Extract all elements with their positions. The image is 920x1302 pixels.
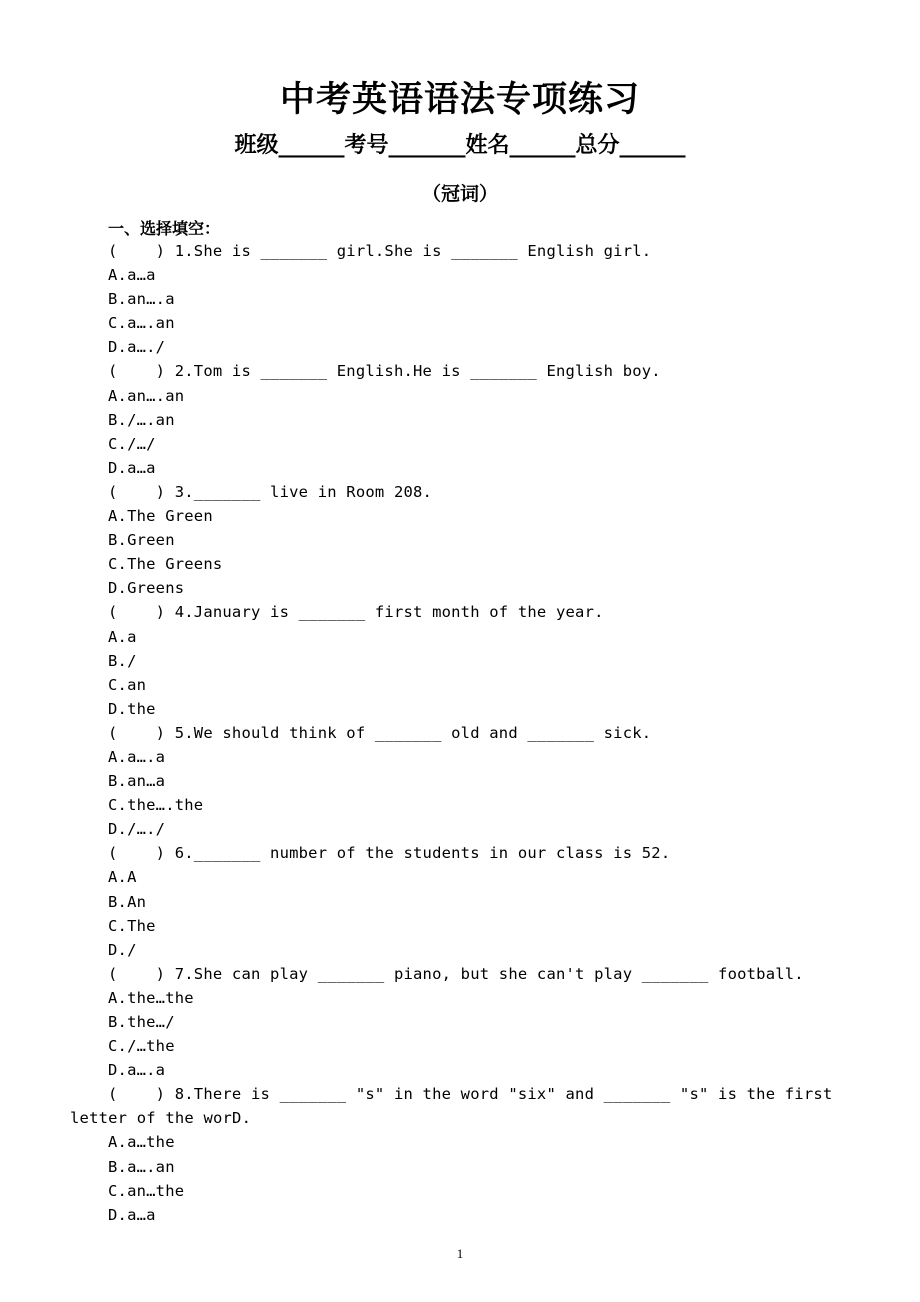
answer-option: A.a….a bbox=[108, 747, 166, 766]
answer-option: D.a…./ bbox=[108, 338, 166, 357]
answer-option: A.a bbox=[108, 627, 137, 646]
question-list bbox=[70, 239, 860, 1227]
section-heading: 一、选择填空： bbox=[108, 219, 221, 238]
answer-option: A.A bbox=[108, 868, 137, 887]
answer-option: C.The bbox=[108, 916, 156, 935]
answer-option: C./…the bbox=[108, 1037, 175, 1056]
answer-option: C.the….the bbox=[108, 796, 204, 815]
question-stem: ( ) 8.There is _______ "s" in the word "six" and _______ "s" is the first letter of the worD. bbox=[70, 1085, 842, 1128]
answer-option: C.an…the bbox=[108, 1181, 185, 1200]
answer-option: D.a…a bbox=[108, 458, 156, 477]
answer-option: A.an….an bbox=[108, 386, 185, 405]
answer-option: B./….an bbox=[108, 410, 175, 429]
answer-option: D.the bbox=[108, 699, 156, 718]
question-stem: ( ) 4.January is _______ first month of the year. bbox=[108, 603, 604, 622]
answer-option: B.the…/ bbox=[108, 1013, 175, 1031]
topic-subtitle: （冠词） bbox=[421, 183, 498, 205]
answer-option: B./ bbox=[108, 651, 137, 670]
question-stem: ( ) 6._______ number of the students in our class is 52. bbox=[108, 844, 671, 863]
answer-option: B.an….a bbox=[108, 290, 175, 309]
answer-option: C.The Greens bbox=[108, 555, 223, 574]
question-stem: ( ) 2.Tom is _______ English.He is _______ English boy. bbox=[108, 362, 661, 381]
answer-option: B.an…a bbox=[108, 772, 166, 791]
answer-option: A.a…a bbox=[108, 266, 156, 285]
student-info-line: 班级______考号_______姓名______总分______ bbox=[234, 133, 686, 158]
question-stem: ( ) 1.She is _______ girl.She is _______ English girl. bbox=[108, 242, 652, 260]
question-stem: ( ) 7.She can play _______ piano, but she can't play _______ football. bbox=[108, 964, 804, 983]
answer-option: C.a….an bbox=[108, 314, 175, 333]
answer-option: A.The Green bbox=[108, 507, 213, 526]
answer-option: A.a…the bbox=[108, 1133, 175, 1152]
answer-option: D./ bbox=[108, 940, 137, 959]
answer-option: D.Greens bbox=[108, 579, 185, 598]
question-stem: ( ) 5.We should think of _______ old and _______ sick. bbox=[108, 723, 652, 742]
answer-option: D.a…a bbox=[108, 1205, 156, 1224]
answer-option: B.An bbox=[108, 892, 147, 911]
answer-option: C.an bbox=[108, 675, 147, 694]
answer-option: B.a….an bbox=[108, 1157, 175, 1176]
answer-option: D./…./ bbox=[108, 820, 166, 839]
answer-option: B.Green bbox=[108, 531, 175, 550]
answer-option: D.a….a bbox=[108, 1061, 166, 1080]
answer-option: A.the…the bbox=[108, 988, 194, 1007]
page-number: 1 bbox=[456, 1246, 464, 1261]
answer-option: C./…/ bbox=[108, 434, 156, 453]
document-title: 中考英语语法专项练习 bbox=[279, 80, 640, 120]
question-stem: ( ) 3._______ live in Room 208. bbox=[108, 482, 433, 501]
